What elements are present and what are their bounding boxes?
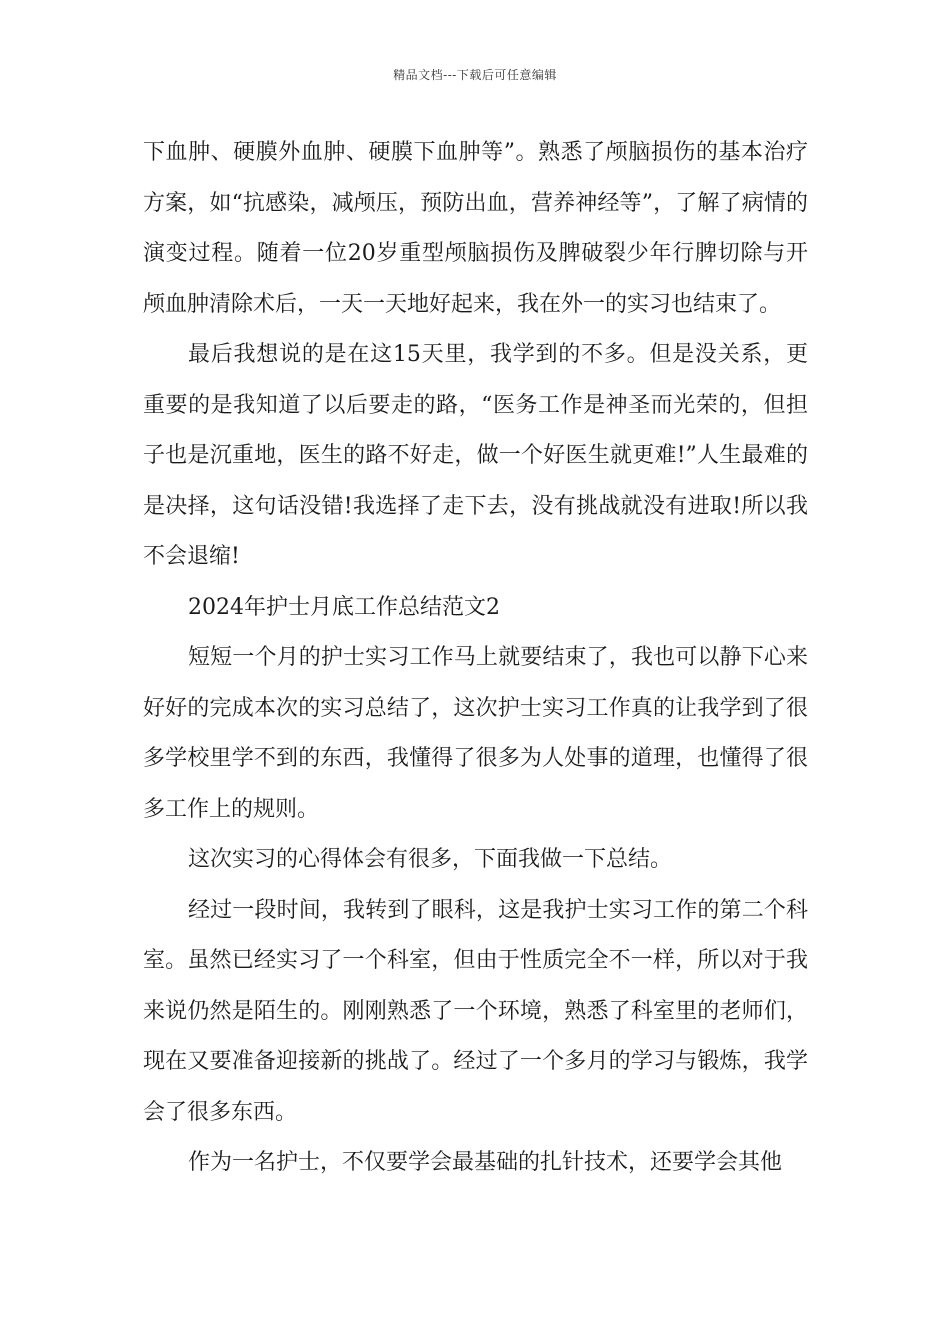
paragraph-continuation: 下血肿、硬膜外血肿、硬膜下血肿等”。熟悉了颅脑损伤的基本治疗方案，如“抗感染，减颅压，预防出血，营养神经等”，了解了病情的演变过程。随着一位20岁重型颅脑损伤及脾破裂少年行脾切除与开颅血肿清除术后，一天一天地好起来，我在外一的实习也结束了。 <box>143 140 808 317</box>
paragraph-nursing-skills: 作为一名护士，不仅要学会最基础的扎针技术，还要学会其他 <box>188 1150 783 1175</box>
paragraph-intro: 短短一个月的护士实习工作马上就要结束了，我也可以静下心来好好的完成本次的实习总结了，这次护士实习工作真的让我学到了很多学校里学不到的东西，我懂得了很多为人处事的道理，也懂得了很多工作上的规则。 <box>143 645 808 822</box>
document-body <box>143 128 808 1189</box>
page-header: 精品文档---下载后可任意编辑 <box>393 68 557 82</box>
paragraph-ophthalmology: 经过一段时间，我转到了眼科，这是我护士实习工作的第二个科室。虽然已经实习了一个科室，但由于性质完全不一样，所以对于我来说仍然是陌生的。刚刚熟悉了一个环境，熟悉了科室里的老师们，现在又要准备迎接新的挑战了。经过了一个多月的学习与锻炼，我学会了很多东西。 <box>143 897 808 1125</box>
section-heading: 2024年护士月底工作总结范文2 <box>188 594 500 620</box>
paragraph-conclusion: 最后我想说的是在这15天里，我学到的不多。但是没关系，更重要的是我知道了以后要走的路，“医务工作是神圣而光荣的，但担子也是沉重地，医生的路不好走，做一个好医生就更难!”人生最难的是决择，这句话没错!我选择了走下去，没有挑战就没有进取!所以我不会退缩! <box>143 342 808 569</box>
paragraph-summary-lead: 这次实习的心得体会有很多，下面我做一下总结。 <box>188 847 673 872</box>
